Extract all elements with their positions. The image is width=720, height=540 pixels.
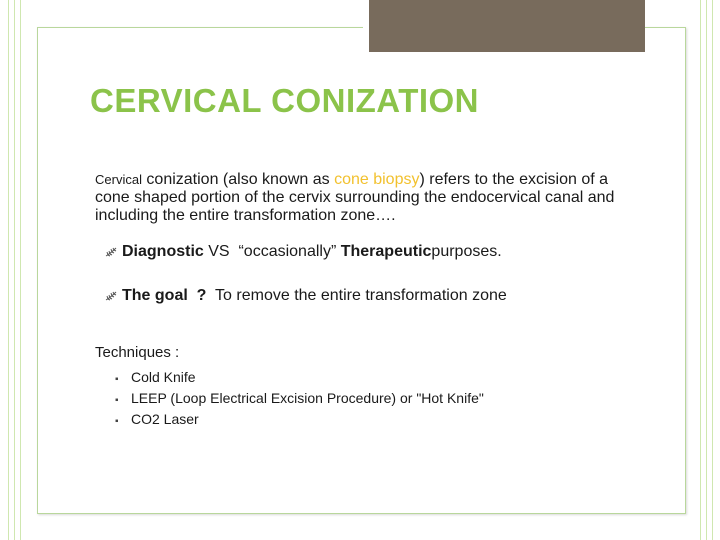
slide-title: CERVICAL CONIZATION (90, 82, 480, 119)
techniques-heading: Techniques : (95, 344, 180, 361)
list-item (115, 410, 484, 431)
intro-text-2: ) refers to the excision of a cone shaped portion of the cervix surrounding the endocervical canal and including the entire transformation zone…. (95, 171, 615, 224)
bullet-therapeutic-term: Therapeutic (340, 243, 432, 260)
bullet-goal (104, 287, 507, 305)
intro-lead-word: Cervical (95, 172, 142, 187)
technique-label: CO2 Laser (131, 411, 199, 427)
intro-text-1: conization (also known as (141, 171, 335, 188)
intro-paragraph (95, 171, 615, 225)
fern-leaf-icon (104, 245, 118, 259)
bullet-goal-term: The goal ? (122, 287, 207, 304)
bullet-goal-text: To remove the entire transformation zone (206, 287, 507, 304)
title-tab-decoration (363, 0, 645, 52)
square-bullet-icon: ▪ (115, 374, 119, 385)
bullet-diagnostic-term: Diagnostic (122, 243, 204, 260)
technique-label: Cold Knife (131, 369, 196, 385)
bullet-diagnostic-vs: VS “occasionally” (203, 243, 341, 260)
fern-leaf-icon (104, 289, 118, 303)
list-item (115, 368, 484, 389)
square-bullet-icon: ▪ (115, 416, 119, 427)
technique-label: LEEP (Loop Electrical Excision Procedure) or "Hot Knife" (131, 390, 484, 406)
square-bullet-icon: ▪ (115, 395, 119, 406)
bullet-diagnostic-end: purposes. (431, 243, 502, 260)
list-item (115, 389, 484, 410)
intro-highlight: cone biopsy (334, 171, 420, 188)
techniques-list (115, 368, 484, 431)
bullet-diagnostic (104, 243, 502, 261)
